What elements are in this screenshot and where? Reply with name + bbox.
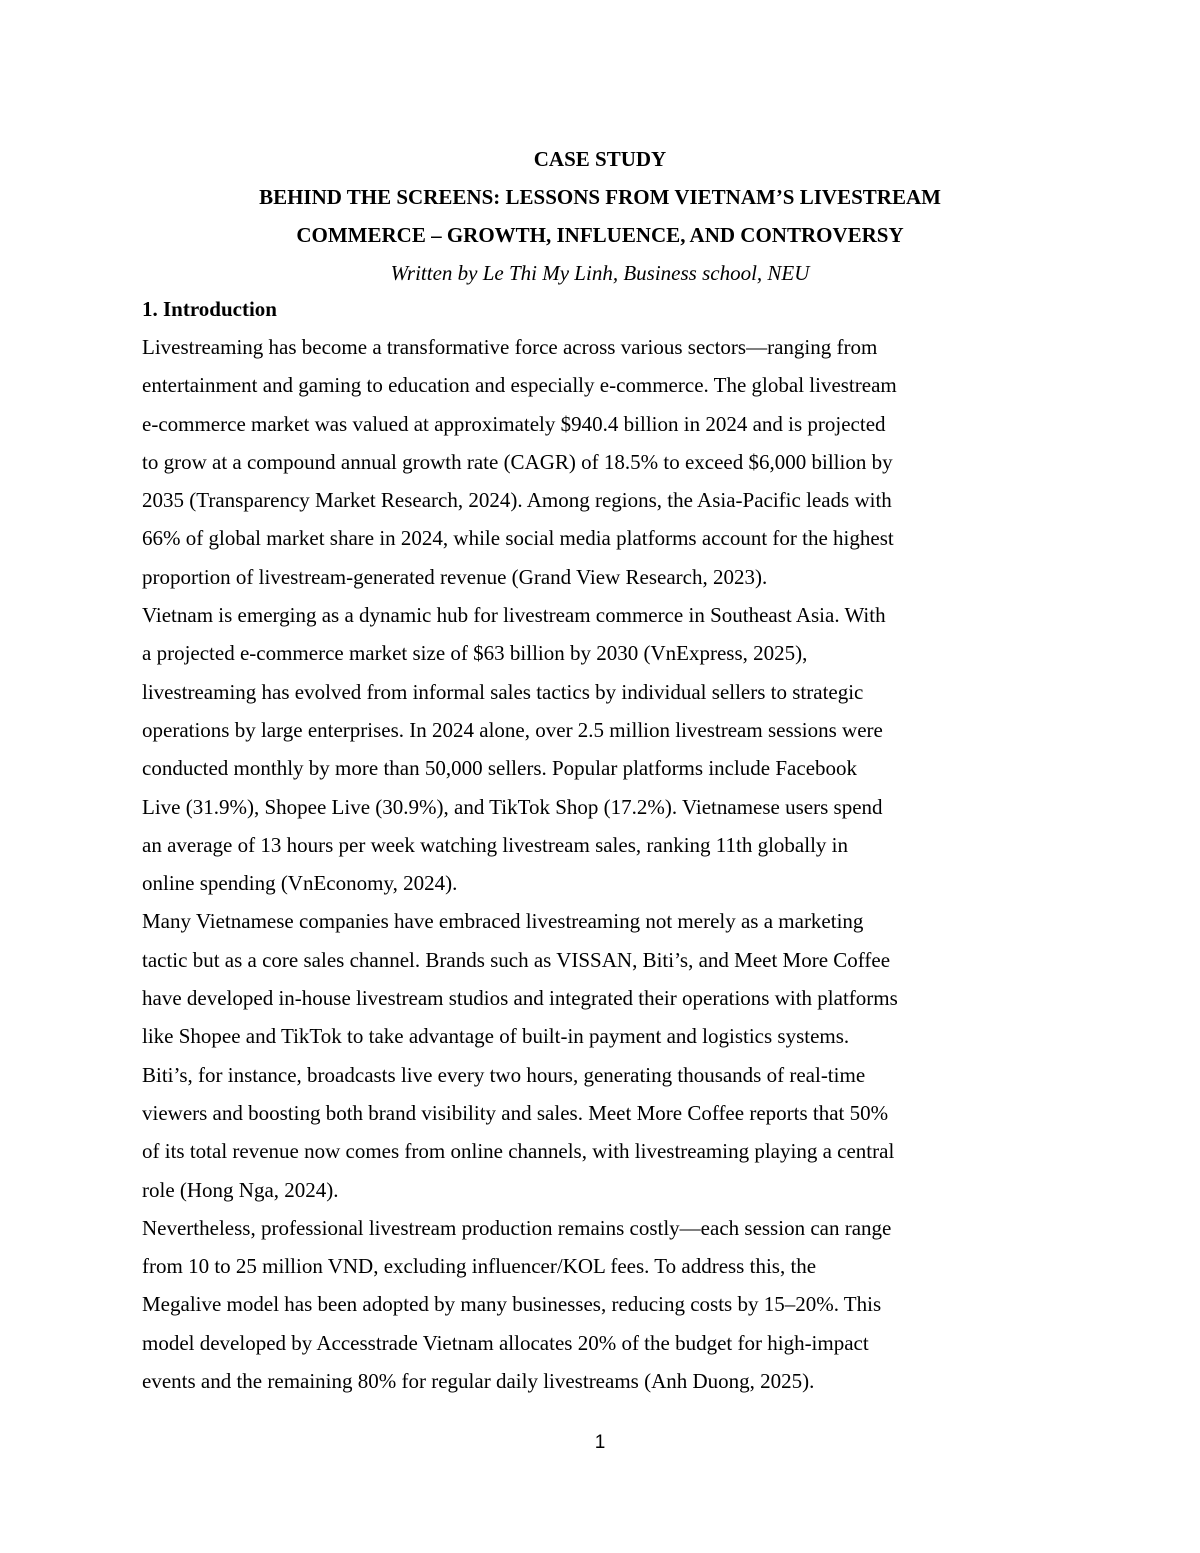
text-line: have developed in-house livestream studios and integrated their operations with platforms — [142, 986, 898, 1011]
text-line: model developed by Accesstrade Vietnam allocates 20% of the budget for high-impact — [142, 1330, 869, 1355]
paragraph-3 — [142, 902, 1077, 1208]
text-line: Many Vietnamese companies have embraced livestreaming not merely as a marketing — [142, 909, 864, 934]
case-study-label: CASE STUDY — [533, 147, 667, 171]
text-line: Nevertheless, professional livestream production remains costly—each session can range — [142, 1215, 892, 1240]
text-line: events and the remaining 80% for regular daily livestreams (Anh Duong, 2025). — [142, 1369, 815, 1394]
text-line: livestreaming has evolved from informal sales tactics by individual sellers to strategic — [142, 679, 864, 704]
text-line: a projected e-commerce market size of $63 billion by 2030 (VnExpress, 2025), — [142, 641, 808, 666]
text-line: from 10 to 25 million VND, excluding influencer/KOL fees. To address this, the — [142, 1254, 817, 1279]
text-line: of its total revenue now comes from online channels, with livestreaming playing a central — [142, 1139, 895, 1164]
title-block — [140, 140, 1060, 292]
text-line: operations by large enterprises. In 2024 alone, over 2.5 million livestream sessions were — [142, 717, 883, 742]
text-line: role (Hong Nga, 2024). — [142, 1177, 339, 1202]
text-line: Livestreaming has become a transformative force across various sectors—ranging from — [142, 335, 878, 359]
document-title-line-2: COMMERCE – GROWTH, INFLUENCE, AND CONTROVERSY — [296, 223, 904, 247]
text-line: to grow at a compound annual growth rate (CAGR) of 18.5% to exceed $6,000 billion by — [142, 449, 893, 474]
text-line: Biti’s, for instance, broadcasts live every two hours, generating thousands of real-time — [142, 1062, 866, 1087]
paragraph-4 — [142, 1209, 1077, 1400]
text-line: Vietnam is emerging as a dynamic hub for livestream commerce in Southeast Asia. With — [142, 603, 886, 628]
text-line: like Shopee and TikTok to take advantage of built-in payment and logistics systems. — [142, 1024, 850, 1049]
document-body — [142, 290, 1077, 1400]
text-line: tactic but as a core sales channel. Brands such as VISSAN, Biti’s, and Meet More Coffee — [142, 947, 891, 972]
text-line: conducted monthly by more than 50,000 sellers. Popular platforms include Facebook — [142, 756, 858, 781]
text-line: entertainment and gaming to education and especially e-commerce. The global livestream — [142, 373, 897, 398]
author-byline: Written by Le Thi My Linh, Business school, NEU — [390, 261, 810, 285]
text-line: proportion of livestream-generated revenue (Grand View Research, 2023). — [142, 564, 768, 589]
text-line: Megalive model has been adopted by many businesses, reducing costs by 15–20%. This — [142, 1292, 882, 1317]
paragraph-1 — [142, 328, 1077, 596]
text-line: online spending (VnEconomy, 2024). — [142, 871, 458, 896]
text-line: e-commerce market was valued at approximately $940.4 billion in 2024 and is projected — [142, 411, 886, 436]
text-line: an average of 13 hours per week watching livestream sales, ranking 11th globally in — [142, 832, 849, 857]
text-line: viewers and boosting both brand visibility and sales. Meet More Coffee reports that 50% — [142, 1100, 889, 1125]
document-title-line-1: BEHIND THE SCREENS: LESSONS FROM VIETNAM’S LIVESTREAM — [259, 185, 941, 209]
paragraph-2 — [142, 596, 1077, 902]
text-line: Live (31.9%), Shopee Live (30.9%), and TikTok Shop (17.2%). Vietnamese users spend — [142, 794, 883, 819]
text-line: 66% of global market share in 2024, while social media platforms account for the highest — [142, 526, 894, 551]
page-number: 1 — [594, 1432, 606, 1453]
text-line: 2035 (Transparency Market Research, 2024). Among regions, the Asia-Pacific leads with — [142, 488, 892, 513]
section-heading: 1. Introduction — [142, 297, 277, 321]
